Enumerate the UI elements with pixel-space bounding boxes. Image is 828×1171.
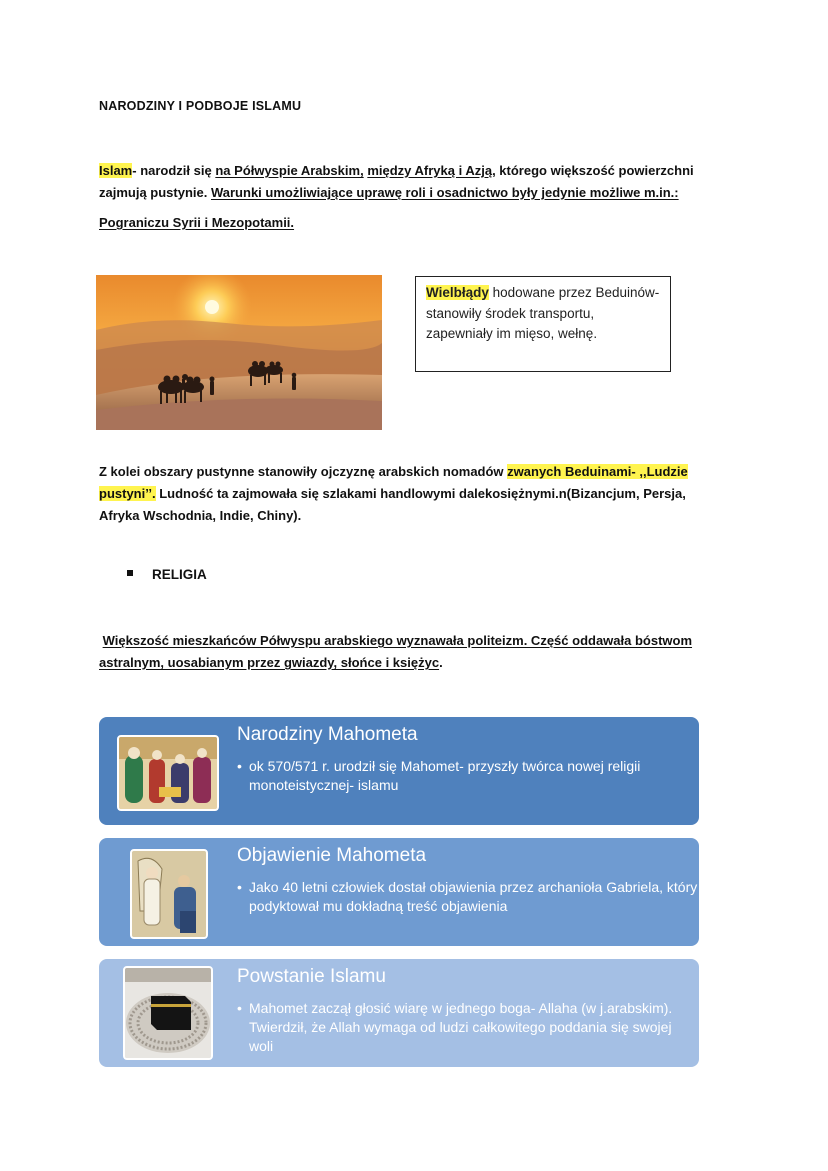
card-birth-of-muhammad (99, 717, 699, 825)
camel-textbox (415, 276, 671, 372)
card-title: Narodziny Mahometa (237, 724, 418, 745)
camel-text: hodowane przez Beduinów- stanowiły środek transportu, zapewniały im mięso, wełnę. (426, 285, 660, 341)
bedouins-paragraph (99, 461, 719, 527)
card-revelation (99, 838, 699, 946)
bedouins-post: Ludność ta zajmowała się szlakami handlowymi dalekosiężnymi.n(Bizancjum, Persja, Afryka Wschodnia, Indie, Chiny). (99, 486, 686, 523)
muhammad-birth-miniature-image (117, 735, 219, 811)
bullet-icon: • (237, 1000, 242, 1016)
bedouins-pre: Z kolei obszary pustynne stanowiły ojczyznę arabskich nomadów (99, 464, 508, 479)
desert-camels-photo (96, 275, 382, 430)
bullet-icon: • (237, 758, 242, 774)
bullet-icon: • (237, 879, 242, 895)
card-bullet (237, 878, 699, 916)
kaaba-image (123, 966, 213, 1060)
card-text: Mahomet zaczął głosić wiarę w jednego boga- Allaha (w j.arabskim). Twierdził, że Allah wymaga od ludzi całkowitego poddania się swojej woli (249, 1000, 673, 1054)
intro-between: między Afryką i Azją (367, 163, 493, 178)
highlight-islam: Islam (99, 163, 133, 178)
square-bullet-icon (127, 570, 133, 576)
card-bullet (237, 757, 699, 795)
page-title: NARODZINY I PODBOJE ISLAMU (99, 99, 302, 113)
religion-end: . (439, 655, 443, 670)
card-title: Objawienie Mahometa (237, 845, 427, 866)
card-title: Powstanie Islamu (237, 966, 386, 987)
intro-border-line: Pograniczu Syrii i Mezopotamii. (99, 215, 295, 230)
intro-dash: - narodził się (132, 163, 216, 178)
intro-peninsula: na Półwyspie Arabskim, (215, 163, 364, 178)
religion-paragraph (99, 630, 719, 674)
intro-paragraph (99, 160, 719, 204)
highlight-camels: Wielbłądy (426, 285, 489, 300)
religia-heading (127, 567, 207, 582)
card-text: Jako 40 letni człowiek dostał objawienia przez archanioła Gabriela, który podyktował mu dokładną treść objawienia (249, 879, 698, 914)
gabriel-revelation-image (130, 849, 208, 939)
card-text: ok 570/571 r. urodził się Mahomet- przyszły twórca nowej religii monoteistycznej- islamu (249, 758, 641, 793)
intro-conditions: Warunki umożliwiające uprawę roli i osadnictwo były jedynie możliwe m.in.: (210, 185, 679, 200)
intro-rest: , którego większość powierzchni zajmują pustynie. (99, 163, 694, 200)
highlight-bedouins: zwanych Beduinami- ,,Ludzie pustyni’’. (99, 464, 688, 501)
card-bullet (237, 999, 699, 1056)
religia-label: RELIGIA (152, 567, 207, 582)
religion-text: Większość mieszkańców Półwyspu arabskiego wyznawała politeizm. Część oddawała bóstwom astralnym, uosabianym przez gwiazdy, słońce i księżyc (99, 633, 693, 670)
card-rise-of-islam (99, 959, 699, 1067)
